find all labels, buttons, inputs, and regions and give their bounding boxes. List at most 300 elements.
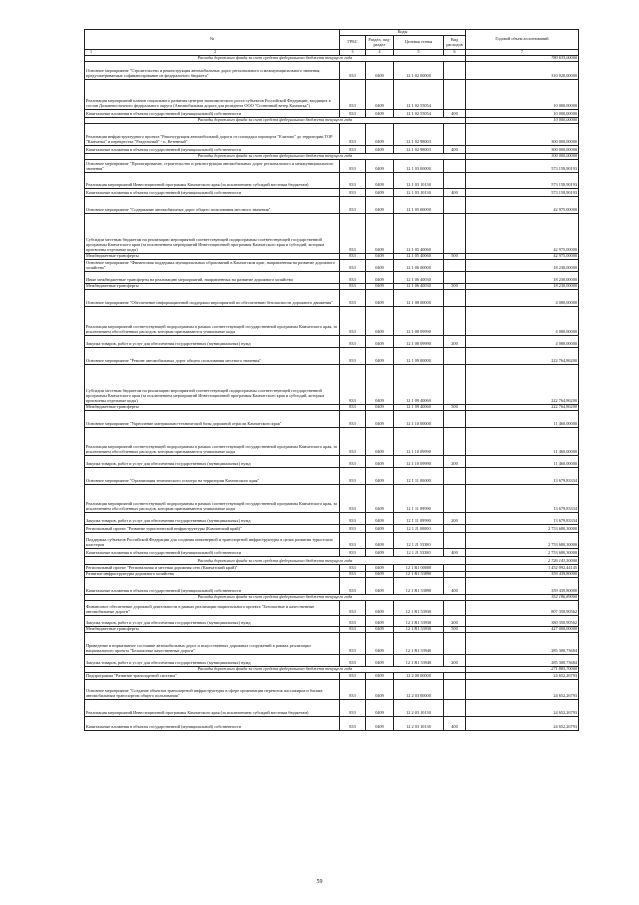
table-row xyxy=(85,716,579,730)
row-name: Финансовое обеспечение дорожной деятельности в рамках реализации национального проекта "Безопасные и качественные автомобильные дороги" xyxy=(85,600,340,615)
row-target-article: 12 1 09 00000 xyxy=(394,347,444,364)
funding-note-label: Расходы дорожного фонда за счет средств федерального бюджета текущего года xyxy=(85,117,466,123)
row-name: Закупка товаров, работ и услуг для обеспечения государственных (муниципальных) нужд xyxy=(85,654,340,666)
row-grbs: 833 xyxy=(340,213,366,253)
table-row xyxy=(85,289,579,306)
table-row xyxy=(85,271,579,283)
row-annual-sum: 807 350,90562 xyxy=(466,600,579,615)
row-target-article: 12 1 05 40060 xyxy=(394,213,444,253)
row-razdel: 0409 xyxy=(366,512,394,524)
row-razdel: 0409 xyxy=(366,404,394,410)
row-annual-sum: 222 764,86200 xyxy=(466,347,579,364)
row-expense-type xyxy=(444,271,466,283)
row-razdel: 0409 xyxy=(366,364,394,404)
row-grbs: 833 xyxy=(340,632,366,654)
row-grbs: 833 xyxy=(340,172,366,188)
table-row xyxy=(85,188,579,196)
row-name: Основное мероприятие "Организация технического осмотра на территории Камчатского края" xyxy=(85,467,340,484)
table-row xyxy=(85,306,579,335)
row-target-article: 12 1 08 00000 xyxy=(394,289,444,306)
table-row xyxy=(85,632,579,654)
row-grbs: 833 xyxy=(340,577,366,594)
row-target-article: 12 1 08 09990 xyxy=(394,306,444,335)
row-razdel: 0409 xyxy=(366,615,394,626)
row-razdel: 0409 xyxy=(366,564,394,571)
row-target-article: 12 1 11 00000 xyxy=(394,467,444,484)
row-grbs: 833 xyxy=(340,253,366,259)
row-expense-type: 200 xyxy=(444,335,466,347)
row-name: Реализация мероприятий соответствующей подпрограммы в рамках соответствующей государственной программы Камчатского края, за исключением обособленных расходов, которым присваиваются уникальные коды xyxy=(85,306,340,335)
funding-note-label: Расходы дорожного фонда за счет средств федерального бюджета текущего года xyxy=(85,153,466,159)
row-annual-sum: 11 460,00000 xyxy=(466,455,579,467)
row-annual-sum: 359 439,80000 xyxy=(466,571,579,577)
row-expense-type xyxy=(444,564,466,571)
table-body xyxy=(85,50,579,731)
row-name: Капитальные вложения в объекты государственной (муниципальной) собственности xyxy=(85,716,340,730)
row-razdel: 0409 xyxy=(366,524,394,532)
row-annual-sum: 10 000,00000 xyxy=(466,79,579,109)
header-cs: Целевая статья xyxy=(394,36,444,50)
row-annual-sum: 13 679,83334 xyxy=(466,512,579,524)
row-annual-sum: 10 000,00000 xyxy=(466,109,579,117)
table-row xyxy=(85,364,579,404)
row-target-article: 12 1 11 09990 xyxy=(394,512,444,524)
row-razdel: 0409 xyxy=(366,455,394,467)
page-number: 59 xyxy=(316,879,323,885)
row-target-article: 12 1 R1 53890 xyxy=(394,577,444,594)
row-grbs: 833 xyxy=(340,512,366,524)
row-name: Капитальные вложения в объекты государственной (муниципальной) собственности xyxy=(85,188,340,196)
row-name: Основное мероприятие "Финансовая поддержка муниципальных образований в Камчатском крае, направленная на развитие дорожного хозяйства" xyxy=(85,259,340,271)
row-razdel: 0409 xyxy=(366,159,394,172)
row-expense-type xyxy=(444,364,466,404)
row-expense-type: 200 xyxy=(444,512,466,524)
row-annual-sum: 42 975,00000 xyxy=(466,196,579,213)
row-name: Капитальные вложения в объекты государственной (муниципальной) собственности xyxy=(85,548,340,556)
row-grbs: 833 xyxy=(340,484,366,512)
row-target-article: 12 1 R1 00000 xyxy=(394,564,444,571)
row-annual-sum: 18 230,00000 xyxy=(466,271,579,283)
row-name: Субсидии местным бюджетам на реализацию мероприятий соответствующей подпрограммы соответствующей государственной программы Камчатского края (за исключением мероприятий Инвестиционной программы Камчатского края и субсидий, которым присвоены отдельные коды) xyxy=(85,213,340,253)
row-grbs: 833 xyxy=(340,455,366,467)
table-row xyxy=(85,699,579,716)
row-razdel: 0409 xyxy=(366,679,394,699)
table-row xyxy=(85,600,579,615)
row-razdel: 0409 xyxy=(366,626,394,632)
row-expense-type xyxy=(444,347,466,364)
table-row xyxy=(85,109,579,117)
row-grbs: 833 xyxy=(340,123,366,145)
row-razdel: 0409 xyxy=(366,577,394,594)
table-row xyxy=(85,196,579,213)
row-grbs: 833 xyxy=(340,672,366,679)
header-grbs: ГРБС xyxy=(340,36,366,50)
row-annual-sum: 2 753 680,30000 xyxy=(466,532,579,548)
row-grbs: 833 xyxy=(340,532,366,548)
row-name: Закупка товаров, работ и услуг для обеспечения государственных (муниципальных) нужд xyxy=(85,335,340,347)
table-row xyxy=(85,524,579,532)
row-annual-sum: 24 652,26793 xyxy=(466,672,579,679)
row-grbs: 833 xyxy=(340,615,366,626)
table-row xyxy=(85,79,579,109)
row-razdel: 0409 xyxy=(366,410,394,427)
row-annual-sum: 24 652,26793 xyxy=(466,679,579,699)
row-expense-type xyxy=(444,672,466,679)
table-row xyxy=(85,484,579,512)
row-name: Региональный проект "Региональная и местная дорожная сеть (Камчатский край)" xyxy=(85,564,340,571)
row-razdel: 0409 xyxy=(366,347,394,364)
row-grbs: 833 xyxy=(340,679,366,699)
row-expense-type: 400 xyxy=(444,548,466,556)
table-row xyxy=(85,61,579,79)
row-name: Межбюджетные трансферты xyxy=(85,626,340,632)
table-row xyxy=(85,259,579,271)
table-row xyxy=(85,679,579,699)
table-row xyxy=(85,123,579,145)
funding-note-sum: 352 186,89000 xyxy=(466,594,579,600)
row-annual-sum: 1 452 092,44145 xyxy=(466,564,579,571)
row-grbs: 833 xyxy=(340,188,366,196)
row-target-article: 12 1 09 40060 xyxy=(394,404,444,410)
row-name: Поддержка субъектов Российской Федерации для создания инженерной и транспортной инфраструктуры в целях развития туристских кластеров xyxy=(85,532,340,548)
row-target-article: 12 1 06 40030 xyxy=(394,271,444,283)
row-target-article: 12 1 11 09990 xyxy=(394,484,444,512)
row-expense-type: 400 xyxy=(444,145,466,153)
table-row xyxy=(85,335,579,347)
row-razdel: 0409 xyxy=(366,632,394,654)
row-razdel: 0409 xyxy=(366,196,394,213)
row-razdel: 0409 xyxy=(366,427,394,455)
row-razdel: 0409 xyxy=(366,654,394,666)
row-razdel: 0409 xyxy=(366,548,394,556)
row-expense-type xyxy=(444,172,466,188)
row-name: Основное мероприятие "Строительство и реконструкция автомобильных дорог регионального и межмуниципального значения, предусматриваемые софинансирование из федерального бюджета" xyxy=(85,61,340,79)
row-razdel: 0409 xyxy=(366,335,394,347)
row-expense-type: 400 xyxy=(444,577,466,594)
row-grbs: 833 xyxy=(340,600,366,615)
column-index: 3 xyxy=(340,50,366,56)
row-annual-sum: 2 753 680,30000 xyxy=(466,548,579,556)
row-name: Капитальные вложения в объекты государственной (муниципальной) собственности xyxy=(85,109,340,117)
funding-note-sum: 780 635,00000 xyxy=(466,55,579,61)
column-index-1: 1 xyxy=(90,49,92,54)
row-expense-type: 200 xyxy=(444,615,466,626)
row-target-article: 12 1 09 40060 xyxy=(394,364,444,404)
row-expense-type xyxy=(444,524,466,532)
row-name: Иные межбюджетные трансферты на реализацию мероприятий, направленных на развитие дорожного хозяйства xyxy=(85,271,340,283)
row-target-article: 12 1 02 98003 xyxy=(394,123,444,145)
row-annual-sum: 285 300,73684 xyxy=(466,654,579,666)
row-razdel: 0409 xyxy=(366,123,394,145)
row-name: Капитальные вложения в объекты государственной (муниципальной) собственности xyxy=(85,145,340,153)
row-razdel: 0409 xyxy=(366,253,394,259)
row-name: Подпрограмма "Развитие транспортной системы" xyxy=(85,672,340,679)
table-row xyxy=(85,532,579,548)
row-target-article: 12 2 00 00000 xyxy=(394,672,444,679)
header-codes: Коды xyxy=(340,30,466,36)
row-grbs: 833 xyxy=(340,571,366,577)
row-expense-type: 200 xyxy=(444,654,466,666)
row-target-article: 12 1 02 55054 xyxy=(394,109,444,117)
row-target-article: 12 1 R1 53930 xyxy=(394,615,444,626)
row-expense-type: 400 xyxy=(444,716,466,730)
row-name: Закупка товаров, работ и услуг для обеспечения государственных (муниципальных) нужд xyxy=(85,455,340,467)
row-expense-type xyxy=(444,289,466,306)
row-grbs: 833 xyxy=(340,524,366,532)
row-expense-type xyxy=(444,196,466,213)
row-expense-type xyxy=(444,61,466,79)
row-razdel: 0409 xyxy=(366,716,394,730)
row-expense-type xyxy=(444,259,466,271)
row-expense-type xyxy=(444,532,466,548)
row-name: Основное мероприятие "Создание объектов транспортной инфраструктуры в сфере организации перевозок пассажиров и багажа автомобильным транспортом общего пользования" xyxy=(85,679,340,699)
row-target-article: 12 1 03 10130 xyxy=(394,172,444,188)
table-header xyxy=(85,30,579,50)
row-target-article: 12 1 02 55054 xyxy=(394,79,444,109)
table-row xyxy=(85,672,579,679)
row-grbs: 833 xyxy=(340,335,366,347)
row-grbs: 833 xyxy=(340,145,366,153)
row-expense-type xyxy=(444,699,466,716)
table-row xyxy=(85,347,579,364)
row-target-article: 12 1 03 10130 xyxy=(394,188,444,196)
table-row xyxy=(85,577,579,594)
row-expense-type: 500 xyxy=(444,283,466,289)
row-target-article: 12 1 08 09990 xyxy=(394,335,444,347)
funding-note-row xyxy=(85,556,579,564)
row-grbs: 833 xyxy=(340,289,366,306)
row-expense-type xyxy=(444,213,466,253)
row-annual-sum: 427 000,00000 xyxy=(466,626,579,632)
row-name: Основное мероприятие "Проектирование, строительство и реконструкция автомобильных дорог регионального и межмуниципального значения" xyxy=(85,159,340,172)
row-expense-type xyxy=(444,79,466,109)
row-target-article: 12 1 02 00000 xyxy=(394,61,444,79)
row-grbs: 833 xyxy=(340,548,366,556)
funding-note-label: Расходы дорожного фонда за счет средств федерального бюджета текущего года xyxy=(85,666,466,672)
budget-table xyxy=(84,29,579,731)
row-target-article: 12 1 05 00000 xyxy=(394,196,444,213)
row-annual-sum: 380 350,90562 xyxy=(466,615,579,626)
row-annual-sum: 573 158,90193 xyxy=(466,172,579,188)
row-name: Межбюджетные трансферты xyxy=(85,283,340,289)
row-razdel: 0409 xyxy=(366,79,394,109)
row-name: Основное мероприятие "Содержание автомобильных дорог общего пользования местного значения" xyxy=(85,196,340,213)
row-target-article: 12 1 05 40060 xyxy=(394,253,444,259)
row-target-article: 12 1 10 00000 xyxy=(394,410,444,427)
row-name: Закупка товаров, работ и услуг для обеспечения государственных (муниципальных) нужд xyxy=(85,512,340,524)
row-expense-type: 400 xyxy=(444,188,466,196)
row-name: Реализация мероприятий Инвестиционной программы Камчатского края (за исключением субсидий местным бюджетам) xyxy=(85,699,340,716)
row-target-article: 12 1 J1 53380 xyxy=(394,532,444,548)
row-name: Основное мероприятие "Обеспечение информационной поддержки мероприятий по обеспечению безопасности дорожного движения" xyxy=(85,289,340,306)
funding-note-label: Расходы дорожного фонда за счет средств федерального бюджета текущего года xyxy=(85,55,466,61)
row-grbs: 833 xyxy=(340,467,366,484)
row-expense-type xyxy=(444,679,466,699)
row-grbs: 833 xyxy=(340,410,366,427)
row-name: Субсидии местным бюджетам на реализацию мероприятий соответствующей подпрограммы соответствующей государственной программы Камчатского края (за исключением мероприятий Инвестиционной программы Камчатского края и субсидий, которым присвоены отдельные коды) xyxy=(85,364,340,404)
row-annual-sum: 222 764,86200 xyxy=(466,404,579,410)
row-expense-type: 200 xyxy=(444,455,466,467)
table-row xyxy=(85,145,579,153)
row-expense-type: 500 xyxy=(444,253,466,259)
row-annual-sum: 11 460,00000 xyxy=(466,410,579,427)
row-expense-type xyxy=(444,306,466,335)
row-razdel: 0409 xyxy=(366,271,394,283)
row-expense-type xyxy=(444,410,466,427)
row-target-article: 12 1 R1 53890 xyxy=(394,571,444,577)
table-row xyxy=(85,548,579,556)
row-name: Основное мероприятие "Укрепление материально-технической базы дорожной отрасли Камчатского края" xyxy=(85,410,340,427)
table-row xyxy=(85,564,579,571)
row-razdel: 0409 xyxy=(366,61,394,79)
row-target-article: 12 1 02 98003 xyxy=(394,145,444,153)
row-grbs: 833 xyxy=(340,283,366,289)
header-sum: Годовой объем ассигнований xyxy=(466,30,579,50)
row-annual-sum: 4 080,00000 xyxy=(466,335,579,347)
row-annual-sum: 24 652,26793 xyxy=(466,716,579,730)
row-grbs: 833 xyxy=(340,654,366,666)
row-razdel: 0409 xyxy=(366,600,394,615)
row-annual-sum: 300 000,00000 xyxy=(466,123,579,145)
table-row xyxy=(85,654,579,666)
row-expense-type: 500 xyxy=(444,404,466,410)
row-expense-type xyxy=(444,159,466,172)
row-razdel: 0409 xyxy=(366,188,394,196)
row-annual-sum: 2 753 680,30000 xyxy=(466,524,579,532)
row-target-article: 12 2 03 00000 xyxy=(394,679,444,699)
row-razdel: 0409 xyxy=(366,259,394,271)
row-grbs: 833 xyxy=(340,564,366,571)
row-target-article: 12 2 03 10130 xyxy=(394,699,444,716)
row-annual-sum: 573 158,90193 xyxy=(466,188,579,196)
row-expense-type: 500 xyxy=(444,626,466,632)
row-annual-sum: 24 652,26793 xyxy=(466,699,579,716)
row-annual-sum: 573 158,90193 xyxy=(466,159,579,172)
row-expense-type xyxy=(444,632,466,654)
row-annual-sum: 310 020,00000 xyxy=(466,61,579,79)
column-index: 5 xyxy=(394,50,444,56)
row-annual-sum: 18 230,00000 xyxy=(466,259,579,271)
row-annual-sum: 359 439,80000 xyxy=(466,577,579,594)
row-target-article: 12 1 R1 53930 xyxy=(394,626,444,632)
column-index: 6 xyxy=(444,50,466,56)
row-grbs: 833 xyxy=(340,699,366,716)
row-grbs: 833 xyxy=(340,626,366,632)
row-expense-type: 400 xyxy=(444,109,466,117)
funding-note-sum: 271 885,70000 xyxy=(466,666,579,672)
row-target-article: 12 1 J1 00000 xyxy=(394,524,444,532)
row-grbs: 833 xyxy=(340,404,366,410)
row-annual-sum: 42 975,00000 xyxy=(466,213,579,253)
table-row xyxy=(85,427,579,455)
row-grbs: 833 xyxy=(340,347,366,364)
row-name: Реализация мероприятий планов социального развития центров экономического роста субъектов Российской Федерации, входящих в состав Дальневосточного федерального округа (Автомобильная дорога для резидента ООО "Солнечный ветер Камчатка") xyxy=(85,79,340,109)
header-razdel: Раздел, под-раздел xyxy=(366,36,394,50)
row-razdel: 0409 xyxy=(366,109,394,117)
row-razdel: 0409 xyxy=(366,306,394,335)
header-vr: Вид расходов xyxy=(444,36,466,50)
row-razdel: 0409 xyxy=(366,532,394,548)
row-annual-sum: 13 679,83334 xyxy=(466,467,579,484)
row-name: Межбюджетные трансферты xyxy=(85,404,340,410)
column-index-2: 2 xyxy=(214,49,216,54)
row-grbs: 833 xyxy=(340,716,366,730)
funding-note-sum: 2 726 143,50000 xyxy=(466,556,579,564)
column-index: 4 xyxy=(366,50,394,56)
row-grbs: 833 xyxy=(340,196,366,213)
table-row xyxy=(85,213,579,253)
row-name: Реализация мероприятий Инвестиционной программы Камчатского края (за исключением субсидий местным бюджетам) xyxy=(85,172,340,188)
row-target-article: 12 1 R1 53930 xyxy=(394,600,444,615)
funding-note-label: Расходы дорожного фонда за счет средств федерального бюджета текущего года xyxy=(85,594,466,600)
row-razdel: 0409 xyxy=(366,467,394,484)
row-grbs: 833 xyxy=(340,306,366,335)
row-target-article: 12 1 J1 53380 xyxy=(394,548,444,556)
funding-note-sum: 300 000,00000 xyxy=(466,153,579,159)
row-expense-type xyxy=(444,484,466,512)
row-expense-type xyxy=(444,600,466,615)
row-name: Региональный проект "Развитие туристической инфраструктуры (Камчатский край)" xyxy=(85,524,340,532)
row-target-article: 12 1 06 40030 xyxy=(394,283,444,289)
row-annual-sum: 4 080,00000 xyxy=(466,289,579,306)
row-name: Приведение в нормативное состояние автомобильных дорог и искусственных дорожных сооружений в рамках реализации национального проекта "Безопасные качественные дороги" xyxy=(85,632,340,654)
row-annual-sum: 18 230,00000 xyxy=(466,283,579,289)
row-name: Реализация мероприятий соответствующей подпрограммы в рамках соответствующей государственной программы Камчатского края, за исключением обособленных расходов, которым присваиваются уникальные коды xyxy=(85,427,340,455)
row-expense-type xyxy=(444,467,466,484)
row-target-article: 12 2 03 10130 xyxy=(394,716,444,730)
funding-note-label: Расходы дорожного фонда за счет средств федерального бюджета текущего года xyxy=(85,556,466,564)
row-target-article: 12 1 R1 53940 xyxy=(394,632,444,654)
row-target-article: 12 1 06 00000 xyxy=(394,259,444,271)
row-grbs: 833 xyxy=(340,109,366,117)
row-razdel: 0409 xyxy=(366,672,394,679)
column-index: 7 xyxy=(466,50,579,56)
row-name: Межбюджетные трансферты xyxy=(85,253,340,259)
row-target-article: 12 1 10 09990 xyxy=(394,427,444,455)
row-razdel: 0409 xyxy=(366,699,394,716)
row-razdel: 0409 xyxy=(366,571,394,577)
row-grbs: 833 xyxy=(340,364,366,404)
row-target-article: 12 1 R1 53940 xyxy=(394,654,444,666)
row-grbs: 833 xyxy=(340,61,366,79)
header-num: № xyxy=(85,30,340,50)
row-expense-type xyxy=(444,427,466,455)
row-name: Реализация мероприятий соответствующей подпрограммы в рамках соответствующей государственной программы Камчатского края, за исключением обособленных расходов, которым присваиваются уникальные коды xyxy=(85,484,340,512)
table-row xyxy=(85,410,579,427)
row-annual-sum: 4 080,00000 xyxy=(466,306,579,335)
row-name: Капитальные вложения в объекты государственной (муниципальной) собственности xyxy=(85,577,340,594)
row-razdel: 0409 xyxy=(366,283,394,289)
table-row xyxy=(85,172,579,188)
row-annual-sum: 42 975,00000 xyxy=(466,253,579,259)
row-grbs: 833 xyxy=(340,271,366,283)
row-grbs: 833 xyxy=(340,159,366,172)
row-target-article: 12 1 10 09990 xyxy=(394,455,444,467)
row-annual-sum: 285 300,73684 xyxy=(466,632,579,654)
funding-note-sum: 10 000,00000 xyxy=(466,117,579,123)
row-razdel: 0409 xyxy=(366,484,394,512)
table-row xyxy=(85,615,579,626)
row-grbs: 833 xyxy=(340,427,366,455)
row-annual-sum: 13 679,83334 xyxy=(466,484,579,512)
row-razdel: 0409 xyxy=(366,172,394,188)
row-expense-type xyxy=(444,123,466,145)
table-row xyxy=(85,455,579,467)
row-grbs: 833 xyxy=(340,259,366,271)
row-razdel: 0409 xyxy=(366,213,394,253)
row-razdel: 0409 xyxy=(366,145,394,153)
row-name: Закупка товаров, работ и услуг для обеспечения государственных (муниципальных) нужд xyxy=(85,615,340,626)
